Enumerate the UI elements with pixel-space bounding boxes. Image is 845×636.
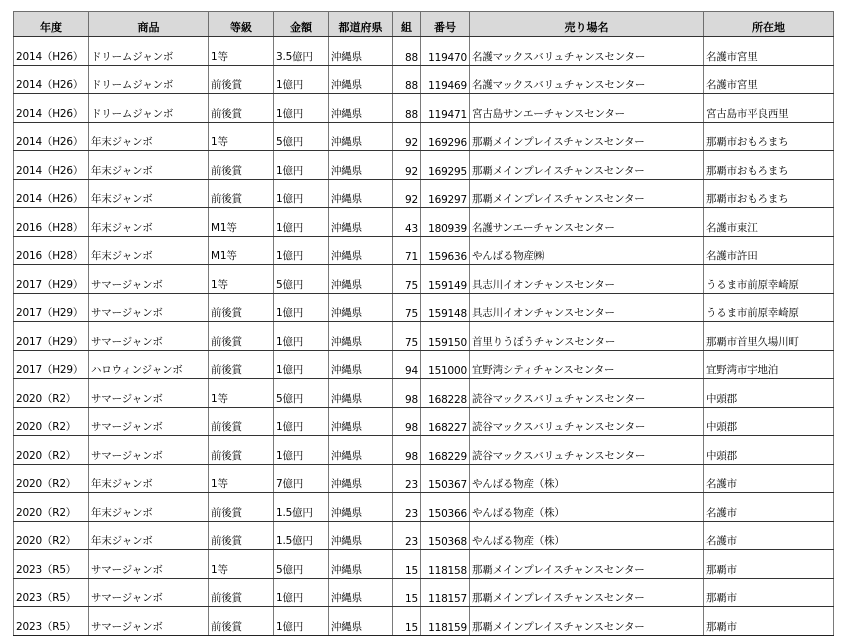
year-cell[interactable]: 2016（H28） — [14, 236, 89, 265]
table-row — [14, 94, 834, 123]
header-group[interactable]: 組 — [393, 12, 421, 37]
number-cell[interactable]: 150366 — [421, 493, 470, 522]
amount-cell[interactable]: 1.5億円 — [274, 493, 329, 522]
shop-cell[interactable]: 名護サンエーチャンスセンター — [470, 208, 704, 237]
location-cell[interactable]: 名護市許田 — [704, 236, 834, 265]
year-cell[interactable]: 2014（H26） — [14, 122, 89, 151]
number-cell[interactable]: 119469 — [421, 65, 470, 94]
group-cell[interactable]: 98 — [393, 379, 421, 408]
table-row — [14, 607, 834, 636]
number-cell[interactable]: 159636 — [421, 236, 470, 265]
grade-cell[interactable]: 前後賞 — [209, 521, 274, 550]
location-cell[interactable]: 那覇市 — [704, 550, 834, 579]
table-row — [14, 550, 834, 579]
grade-cell[interactable]: 前後賞 — [209, 493, 274, 522]
product-cell[interactable]: サマージャンボ — [89, 293, 209, 322]
location-cell[interactable]: 中頭郡 — [704, 436, 834, 465]
prefecture-cell[interactable]: 沖縄県 — [329, 578, 393, 607]
table-row — [14, 379, 834, 408]
number-cell[interactable]: 169295 — [421, 151, 470, 180]
prefecture-cell[interactable]: 沖縄県 — [329, 122, 393, 151]
prefecture-cell[interactable]: 沖縄県 — [329, 179, 393, 208]
product-cell[interactable]: 年末ジャンボ — [89, 236, 209, 265]
header-location[interactable]: 所在地 — [704, 12, 834, 37]
table-row — [14, 236, 834, 265]
year-cell[interactable]: 2020（R2） — [14, 379, 89, 408]
grade-cell[interactable]: 前後賞 — [209, 607, 274, 636]
table-row — [14, 65, 834, 94]
amount-cell[interactable]: 7億円 — [274, 464, 329, 493]
group-cell[interactable]: 15 — [393, 607, 421, 636]
grade-cell[interactable]: 1等 — [209, 122, 274, 151]
table-row — [14, 322, 834, 351]
prefecture-cell[interactable]: 沖縄県 — [329, 94, 393, 123]
shop-cell[interactable]: やんばる物産（株） — [470, 521, 704, 550]
prefecture-cell[interactable]: 沖縄県 — [329, 550, 393, 579]
prefecture-cell[interactable]: 沖縄県 — [329, 521, 393, 550]
location-cell[interactable]: うるま市前原幸崎原 — [704, 265, 834, 294]
group-cell[interactable]: 92 — [393, 122, 421, 151]
location-cell[interactable]: うるま市前原幸崎原 — [704, 293, 834, 322]
year-cell[interactable]: 2016（H28） — [14, 208, 89, 237]
product-cell[interactable]: サマージャンボ — [89, 607, 209, 636]
location-cell[interactable]: 名護市 — [704, 493, 834, 522]
number-cell[interactable]: 150368 — [421, 521, 470, 550]
shop-cell[interactable]: 具志川イオンチャンスセンター — [470, 265, 704, 294]
year-cell[interactable]: 2020（R2） — [14, 521, 89, 550]
table-row — [14, 37, 834, 66]
shop-cell[interactable]: 首里りうぼうチャンスセンター — [470, 322, 704, 351]
year-cell[interactable]: 2020（R2） — [14, 407, 89, 436]
table-row — [14, 521, 834, 550]
product-cell[interactable]: 年末ジャンボ — [89, 122, 209, 151]
amount-cell[interactable]: 5億円 — [274, 265, 329, 294]
prefecture-cell[interactable]: 沖縄県 — [329, 436, 393, 465]
prefecture-cell[interactable]: 沖縄県 — [329, 65, 393, 94]
amount-cell[interactable]: 1億円 — [274, 407, 329, 436]
header-shop[interactable]: 売り場名 — [470, 12, 704, 37]
number-cell[interactable]: 119471 — [421, 94, 470, 123]
product-cell[interactable]: サマージャンボ — [89, 407, 209, 436]
amount-cell[interactable]: 1億円 — [274, 94, 329, 123]
year-cell[interactable]: 2017（H29） — [14, 293, 89, 322]
table-body — [14, 37, 834, 636]
shop-cell[interactable]: 読谷マックスバリュチャンスセンター — [470, 436, 704, 465]
amount-cell[interactable]: 5億円 — [274, 550, 329, 579]
shop-cell[interactable]: 宮古島サンエーチャンスセンター — [470, 94, 704, 123]
location-cell[interactable]: 名護市宮里 — [704, 37, 834, 66]
table-row — [14, 578, 834, 607]
number-cell[interactable]: 159150 — [421, 322, 470, 351]
number-cell[interactable]: 119470 — [421, 37, 470, 66]
group-cell[interactable]: 43 — [393, 208, 421, 237]
grade-cell[interactable]: 1等 — [209, 37, 274, 66]
grade-cell[interactable]: 前後賞 — [209, 94, 274, 123]
product-cell[interactable]: 年末ジャンボ — [89, 464, 209, 493]
year-cell[interactable]: 2014（H26） — [14, 37, 89, 66]
product-cell[interactable]: 年末ジャンボ — [89, 208, 209, 237]
group-cell[interactable]: 98 — [393, 407, 421, 436]
number-cell[interactable]: 118157 — [421, 578, 470, 607]
year-cell[interactable]: 2020（R2） — [14, 493, 89, 522]
group-cell[interactable]: 94 — [393, 350, 421, 379]
year-cell[interactable]: 2023（R5） — [14, 607, 89, 636]
location-cell[interactable]: 名護市東江 — [704, 208, 834, 237]
group-cell[interactable]: 75 — [393, 293, 421, 322]
shop-cell[interactable]: 名護マックスバリュチャンスセンター — [470, 37, 704, 66]
group-cell[interactable]: 98 — [393, 436, 421, 465]
prefecture-cell[interactable]: 沖縄県 — [329, 493, 393, 522]
amount-cell[interactable]: 1億円 — [274, 578, 329, 607]
table-row — [14, 407, 834, 436]
location-cell[interactable]: 那覇市 — [704, 578, 834, 607]
product-cell[interactable]: 年末ジャンボ — [89, 521, 209, 550]
prefecture-cell[interactable]: 沖縄県 — [329, 607, 393, 636]
location-cell[interactable]: 宮古島市平良西里 — [704, 94, 834, 123]
number-cell[interactable]: 118159 — [421, 607, 470, 636]
number-cell[interactable]: 118158 — [421, 550, 470, 579]
amount-cell[interactable]: 1億円 — [274, 208, 329, 237]
prefecture-cell[interactable]: 沖縄県 — [329, 350, 393, 379]
product-cell[interactable]: ハロウィンジャンボ — [89, 350, 209, 379]
product-cell[interactable]: ドリームジャンボ — [89, 94, 209, 123]
year-cell[interactable]: 2014（H26） — [14, 65, 89, 94]
number-cell[interactable]: 159148 — [421, 293, 470, 322]
grade-cell[interactable]: 1等 — [209, 550, 274, 579]
prefecture-cell[interactable]: 沖縄県 — [329, 208, 393, 237]
header-row — [14, 12, 834, 37]
shop-cell[interactable]: 読谷マックスバリュチャンスセンター — [470, 379, 704, 408]
number-cell[interactable]: 169296 — [421, 122, 470, 151]
grade-cell[interactable]: 前後賞 — [209, 65, 274, 94]
shop-cell[interactable]: 読谷マックスバリュチャンスセンター — [470, 407, 704, 436]
table-row — [14, 293, 834, 322]
amount-cell[interactable]: 1億円 — [274, 151, 329, 180]
table-row — [14, 122, 834, 151]
amount-cell[interactable]: 3.5億円 — [274, 37, 329, 66]
year-cell[interactable]: 2017（H29） — [14, 350, 89, 379]
shop-cell[interactable]: 名護マックスバリュチャンスセンター — [470, 65, 704, 94]
grade-cell[interactable]: 1等 — [209, 379, 274, 408]
shop-cell[interactable]: やんばる物産（株） — [470, 464, 704, 493]
year-cell[interactable]: 2014（H26） — [14, 151, 89, 180]
number-cell[interactable]: 151000 — [421, 350, 470, 379]
location-cell[interactable]: 中頭郡 — [704, 379, 834, 408]
product-cell[interactable]: サマージャンボ — [89, 322, 209, 351]
group-cell[interactable]: 23 — [393, 464, 421, 493]
group-cell[interactable]: 75 — [393, 265, 421, 294]
number-cell[interactable]: 168229 — [421, 436, 470, 465]
table-row — [14, 436, 834, 465]
group-cell[interactable]: 15 — [393, 578, 421, 607]
group-cell[interactable]: 75 — [393, 322, 421, 351]
product-cell[interactable]: 年末ジャンボ — [89, 179, 209, 208]
number-cell[interactable]: 168228 — [421, 379, 470, 408]
amount-cell[interactable]: 5億円 — [274, 379, 329, 408]
location-cell[interactable]: 名護市 — [704, 464, 834, 493]
header-amount[interactable]: 金額 — [274, 12, 329, 37]
location-cell[interactable]: 名護市 — [704, 521, 834, 550]
grade-cell[interactable]: 前後賞 — [209, 436, 274, 465]
group-cell[interactable]: 88 — [393, 94, 421, 123]
header-product[interactable]: 商品 — [89, 12, 209, 37]
location-cell[interactable]: 那覇市おもろまち — [704, 122, 834, 151]
product-cell[interactable]: サマージャンボ — [89, 550, 209, 579]
product-cell[interactable]: サマージャンボ — [89, 265, 209, 294]
product-cell[interactable]: ドリームジャンボ — [89, 37, 209, 66]
amount-cell[interactable]: 1億円 — [274, 236, 329, 265]
amount-cell[interactable]: 1億円 — [274, 293, 329, 322]
product-cell[interactable]: サマージャンボ — [89, 436, 209, 465]
grade-cell[interactable]: 前後賞 — [209, 322, 274, 351]
location-cell[interactable]: 中頭郡 — [704, 407, 834, 436]
year-cell[interactable]: 2017（H29） — [14, 265, 89, 294]
product-cell[interactable]: 年末ジャンボ — [89, 493, 209, 522]
lottery-winners-table — [13, 11, 834, 636]
prefecture-cell[interactable]: 沖縄県 — [329, 293, 393, 322]
shop-cell[interactable]: 那覇メインプレイスチャンスセンター — [470, 578, 704, 607]
grade-cell[interactable]: 1等 — [209, 464, 274, 493]
table-row — [14, 265, 834, 294]
number-cell[interactable]: 180939 — [421, 208, 470, 237]
amount-cell[interactable]: 1億円 — [274, 322, 329, 351]
location-cell[interactable]: 名護市宮里 — [704, 65, 834, 94]
header-number[interactable]: 番号 — [421, 12, 470, 37]
grade-cell[interactable]: 前後賞 — [209, 407, 274, 436]
prefecture-cell[interactable]: 沖縄県 — [329, 464, 393, 493]
year-cell[interactable]: 2023（R5） — [14, 550, 89, 579]
group-cell[interactable]: 23 — [393, 493, 421, 522]
table-row — [14, 151, 834, 180]
shop-cell[interactable]: 那覇メインプレイスチャンスセンター — [470, 151, 704, 180]
header-grade[interactable]: 等級 — [209, 12, 274, 37]
grade-cell[interactable]: M1等 — [209, 208, 274, 237]
group-cell[interactable]: 92 — [393, 151, 421, 180]
prefecture-cell[interactable]: 沖縄県 — [329, 236, 393, 265]
shop-cell[interactable]: 那覇メインプレイスチャンスセンター — [470, 179, 704, 208]
product-cell[interactable]: ドリームジャンボ — [89, 65, 209, 94]
prefecture-cell[interactable]: 沖縄県 — [329, 151, 393, 180]
group-cell[interactable]: 15 — [393, 550, 421, 579]
group-cell[interactable]: 23 — [393, 521, 421, 550]
grade-cell[interactable]: 前後賞 — [209, 179, 274, 208]
shop-cell[interactable]: やんばる物産（株） — [470, 493, 704, 522]
header-prefecture[interactable]: 都道府県 — [329, 12, 393, 37]
year-cell[interactable]: 2014（H26） — [14, 179, 89, 208]
prefecture-cell[interactable]: 沖縄県 — [329, 379, 393, 408]
shop-cell[interactable]: 那覇メインプレイスチャンスセンター — [470, 607, 704, 636]
grade-cell[interactable]: 前後賞 — [209, 578, 274, 607]
prefecture-cell[interactable]: 沖縄県 — [329, 37, 393, 66]
product-cell[interactable]: 年末ジャンボ — [89, 151, 209, 180]
table-row — [14, 493, 834, 522]
group-cell[interactable]: 88 — [393, 37, 421, 66]
shop-cell[interactable]: 那覇メインプレイスチャンスセンター — [470, 122, 704, 151]
amount-cell[interactable]: 1.5億円 — [274, 521, 329, 550]
table-row — [14, 179, 834, 208]
amount-cell[interactable]: 1億円 — [274, 179, 329, 208]
amount-cell[interactable]: 1億円 — [274, 65, 329, 94]
group-cell[interactable]: 71 — [393, 236, 421, 265]
shop-cell[interactable]: やんばる物産㈱ — [470, 236, 704, 265]
group-cell[interactable]: 92 — [393, 179, 421, 208]
amount-cell[interactable]: 5億円 — [274, 122, 329, 151]
product-cell[interactable]: サマージャンボ — [89, 379, 209, 408]
number-cell[interactable]: 169297 — [421, 179, 470, 208]
shop-cell[interactable]: 那覇メインプレイスチャンスセンター — [470, 550, 704, 579]
group-cell[interactable]: 88 — [393, 65, 421, 94]
shop-cell[interactable]: 宜野湾シティチャンスセンター — [470, 350, 704, 379]
table-row — [14, 208, 834, 237]
grade-cell[interactable]: 前後賞 — [209, 293, 274, 322]
year-cell[interactable]: 2023（R5） — [14, 578, 89, 607]
year-cell[interactable]: 2020（R2） — [14, 436, 89, 465]
location-cell[interactable]: 宜野湾市宇地泊 — [704, 350, 834, 379]
grade-cell[interactable]: 前後賞 — [209, 151, 274, 180]
grade-cell[interactable]: 1等 — [209, 265, 274, 294]
table-row — [14, 350, 834, 379]
amount-cell[interactable]: 1億円 — [274, 350, 329, 379]
table-row — [14, 464, 834, 493]
grade-cell[interactable]: M1等 — [209, 236, 274, 265]
prefecture-cell[interactable]: 沖縄県 — [329, 407, 393, 436]
grade-cell[interactable]: 前後賞 — [209, 350, 274, 379]
year-cell[interactable]: 2020（R2） — [14, 464, 89, 493]
location-cell[interactable]: 那覇市おもろまち — [704, 151, 834, 180]
prefecture-cell[interactable]: 沖縄県 — [329, 322, 393, 351]
number-cell[interactable]: 150367 — [421, 464, 470, 493]
header-year[interactable]: 年度 — [14, 12, 89, 37]
year-cell[interactable]: 2014（H26） — [14, 94, 89, 123]
number-cell[interactable]: 159149 — [421, 265, 470, 294]
year-cell[interactable]: 2017（H29） — [14, 322, 89, 351]
location-cell[interactable]: 那覇市首里久場川町 — [704, 322, 834, 351]
amount-cell[interactable]: 1億円 — [274, 436, 329, 465]
product-cell[interactable]: サマージャンボ — [89, 578, 209, 607]
location-cell[interactable]: 那覇市おもろまち — [704, 179, 834, 208]
prefecture-cell[interactable]: 沖縄県 — [329, 265, 393, 294]
amount-cell[interactable]: 1億円 — [274, 607, 329, 636]
shop-cell[interactable]: 具志川イオンチャンスセンター — [470, 293, 704, 322]
number-cell[interactable]: 168227 — [421, 407, 470, 436]
location-cell[interactable]: 那覇市 — [704, 607, 834, 636]
